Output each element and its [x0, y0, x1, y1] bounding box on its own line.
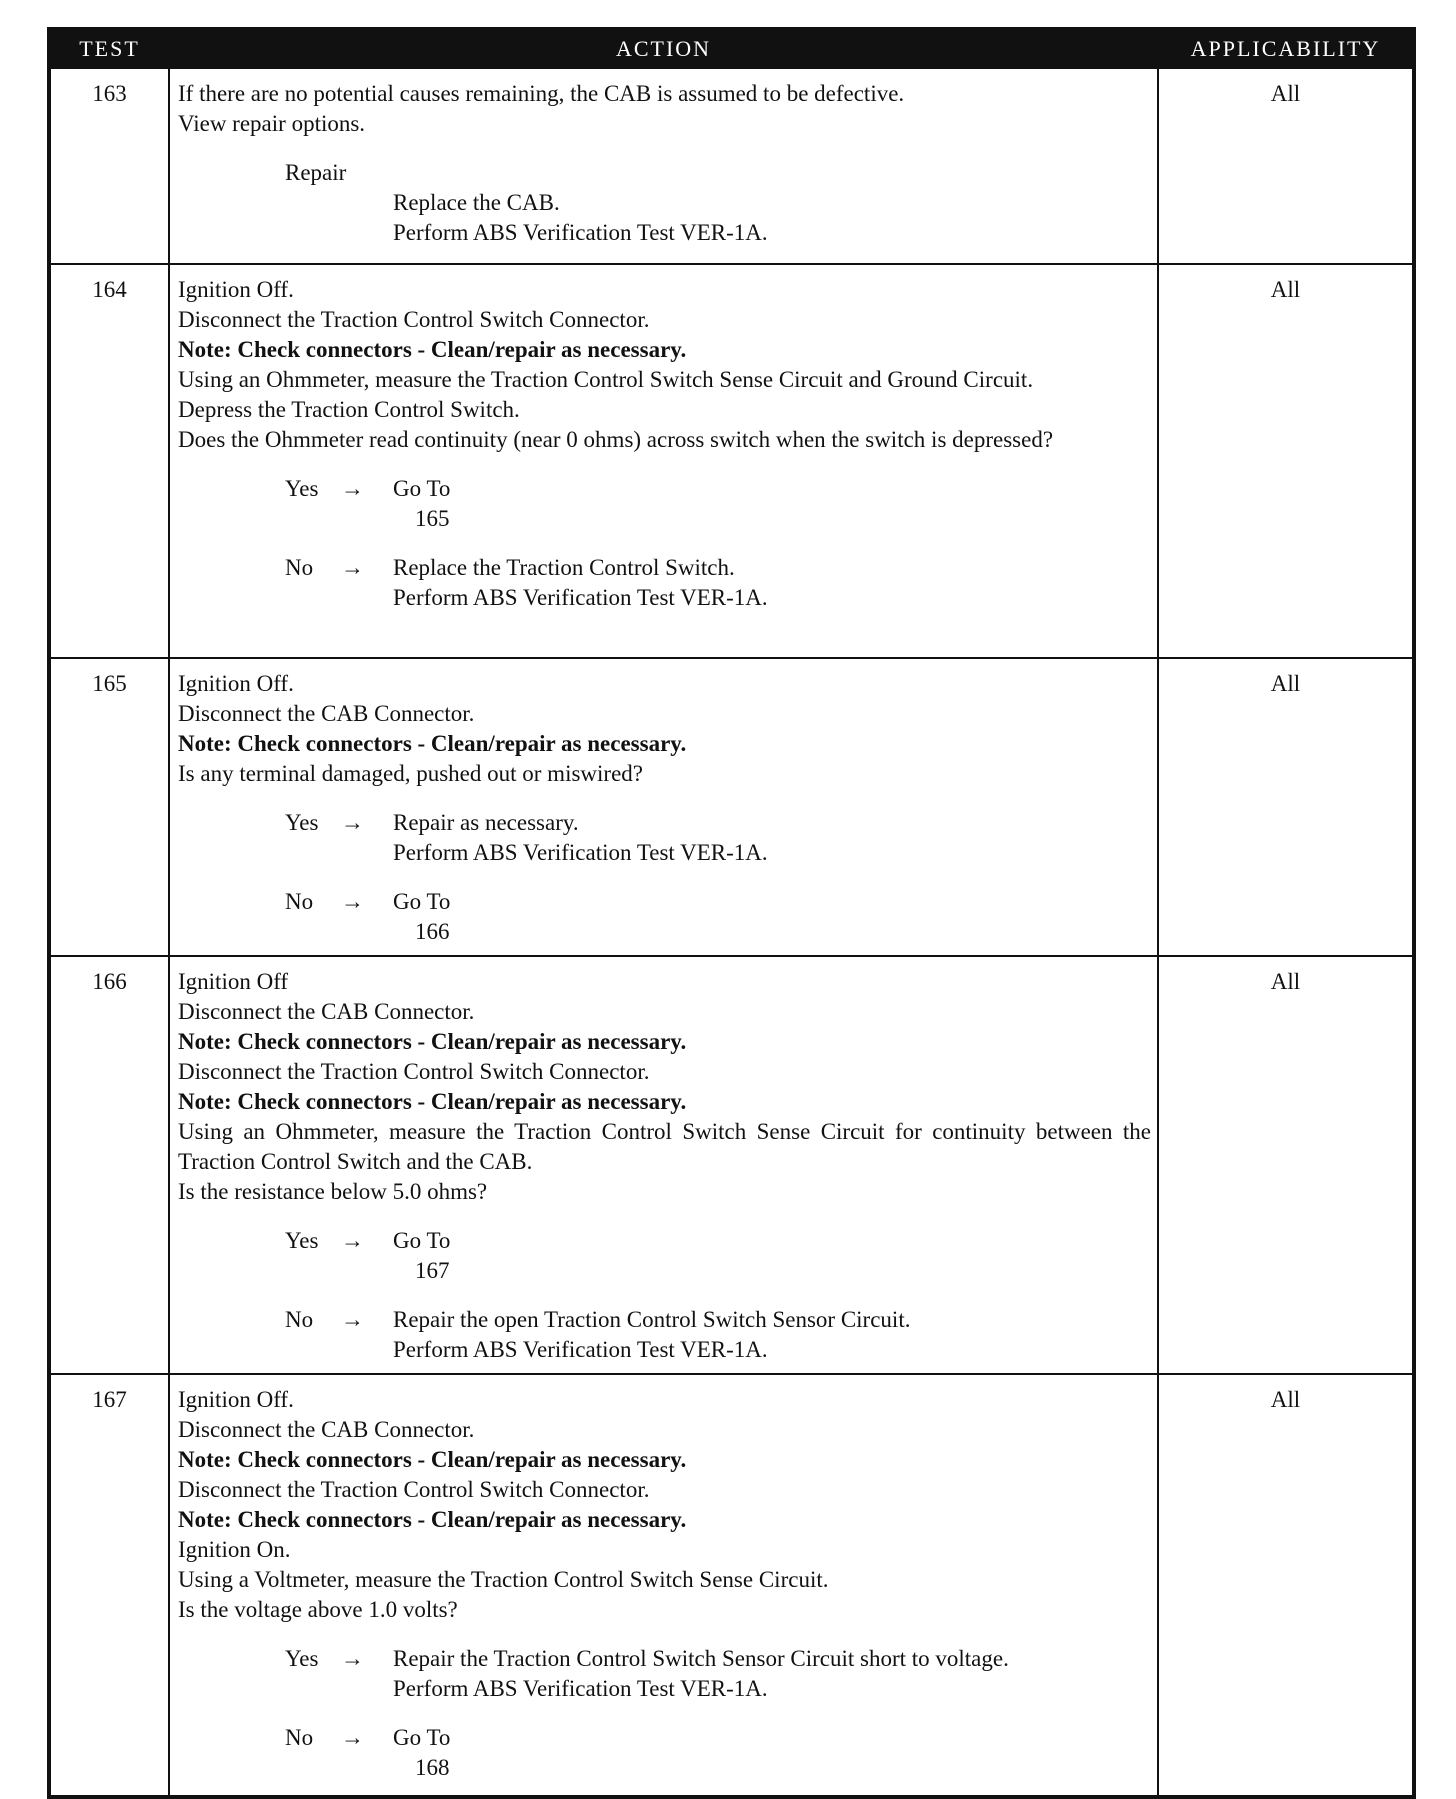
action-note: Note: Check connectors - Clean/repair as necessary. [178, 1447, 687, 1472]
applicability-value: All [1158, 68, 1414, 264]
goto-target: 168 [415, 1755, 450, 1780]
header-action: ACTION [169, 29, 1158, 68]
goto-label: Go To [393, 1228, 451, 1253]
no-label: No [285, 889, 314, 914]
response-step: Repair the open Traction Control Switch Sensor Circuit. [393, 1307, 911, 1332]
action-line: Disconnect the CAB Connector. [178, 1417, 475, 1442]
action-line: Ignition Off. [178, 277, 294, 302]
right-arrow-icon: → [341, 1228, 364, 1253]
yes-response [178, 808, 1151, 868]
repair-label: Repair [285, 160, 347, 185]
goto-label: Go To [393, 476, 451, 501]
yes-label: Yes [285, 476, 319, 501]
action-question: Is any terminal damaged, pushed out or miswired? [178, 761, 643, 786]
action-cell [169, 956, 1158, 1374]
action-note: Note: Check connectors - Clean/repair as necessary. [178, 1507, 687, 1532]
goto-target: 165 [415, 506, 450, 531]
goto-label: Go To [393, 889, 451, 914]
yes-label: Yes [285, 810, 319, 835]
repair-step: Replace the CAB. [393, 190, 560, 215]
action-line: Disconnect the Traction Control Switch Connector. [178, 1059, 650, 1084]
no-label: No [285, 1725, 314, 1750]
action-cell [169, 264, 1158, 658]
diagnostic-table [47, 27, 1416, 1799]
right-arrow-icon: → [341, 1646, 364, 1671]
table-header-row [49, 29, 1414, 68]
action-cell [169, 658, 1158, 956]
action-question: Is the voltage above 1.0 volts? [178, 1597, 458, 1622]
test-row-166 [49, 956, 1414, 1374]
no-response [178, 1305, 1151, 1365]
test-number: 167 [49, 1374, 169, 1797]
test-number: 165 [49, 658, 169, 956]
yes-response [178, 1226, 1151, 1286]
right-arrow-icon: → [341, 555, 364, 580]
response-step: Repair the Traction Control Switch Sensor Circuit short to voltage. [393, 1646, 1009, 1671]
test-number: 163 [49, 68, 169, 264]
applicability-value: All [1158, 1374, 1414, 1797]
action-line: Disconnect the Traction Control Switch Connector. [178, 1477, 650, 1502]
response-step: Perform ABS Verification Test VER-1A. [393, 1337, 768, 1362]
action-question: Does the Ohmmeter read continuity (near 0 ohms) across switch when the switch is depressed? [178, 427, 1054, 452]
response-step: Perform ABS Verification Test VER-1A. [393, 1676, 768, 1701]
repair-step: Perform ABS Verification Test VER-1A. [393, 220, 768, 245]
action-line: Ignition Off. [178, 671, 294, 696]
yes-label: Yes [285, 1228, 319, 1253]
applicability-value: All [1158, 956, 1414, 1374]
response-step: Repair as necessary. [393, 810, 579, 835]
action-line: If there are no potential causes remaining, the CAB is assumed to be defective. [178, 81, 905, 106]
applicability-value: All [1158, 658, 1414, 956]
right-arrow-icon: → [341, 1725, 364, 1750]
response-step: Perform ABS Verification Test VER-1A. [393, 585, 768, 610]
goto-label: Go To [393, 1725, 451, 1750]
action-line: Ignition On. [178, 1537, 291, 1562]
diagnostic-page [47, 27, 1412, 1799]
goto-target: 166 [415, 919, 450, 944]
action-note: Note: Check connectors - Clean/repair as necessary. [178, 731, 687, 756]
test-row-167 [49, 1374, 1414, 1797]
right-arrow-icon: → [341, 1307, 364, 1332]
right-arrow-icon: → [341, 810, 364, 835]
action-line: Disconnect the CAB Connector. [178, 701, 475, 726]
goto-target: 167 [415, 1258, 450, 1283]
right-arrow-icon: → [341, 889, 364, 914]
action-line: Ignition Off. [178, 1387, 294, 1412]
action-note: Note: Check connectors - Clean/repair as necessary. [178, 1089, 687, 1114]
action-cell [169, 68, 1158, 264]
yes-label: Yes [285, 1646, 319, 1671]
action-line: Disconnect the CAB Connector. [178, 999, 475, 1024]
action-line: Using an Ohmmeter, measure the Traction Control Switch Sense Circuit and Ground Circuit. [178, 367, 1034, 392]
action-note: Note: Check connectors - Clean/repair as necessary. [178, 1029, 687, 1054]
applicability-value: All [1158, 264, 1414, 658]
no-label: No [285, 555, 314, 580]
header-test: TEST [49, 29, 169, 68]
no-response [178, 553, 1151, 613]
test-number: 164 [49, 264, 169, 658]
action-question: Is the resistance below 5.0 ohms? [178, 1179, 488, 1204]
header-applicability: APPLICABILITY [1158, 29, 1414, 68]
test-row-165 [49, 658, 1414, 956]
action-line: Using an Ohmmeter, measure the Traction Control Switch Sense Circuit for continuity between the Traction Control Switch and the CAB. [178, 1119, 1151, 1174]
action-line: Depress the Traction Control Switch. [178, 397, 520, 422]
yes-response [178, 1644, 1151, 1704]
action-line: Ignition Off [178, 969, 289, 994]
action-note: Note: Check connectors - Clean/repair as necessary. [178, 337, 687, 362]
action-line: Disconnect the Traction Control Switch Connector. [178, 307, 650, 332]
test-row-163 [49, 68, 1414, 264]
response-step: Perform ABS Verification Test VER-1A. [393, 840, 768, 865]
no-response [178, 1723, 1151, 1783]
action-cell [169, 1374, 1158, 1797]
test-row-164 [49, 264, 1414, 658]
no-response [178, 887, 1151, 947]
test-number: 166 [49, 956, 169, 1374]
action-line: View repair options. [178, 111, 366, 136]
right-arrow-icon: → [341, 476, 364, 501]
yes-response [178, 474, 1151, 534]
no-label: No [285, 1307, 314, 1332]
action-line: Using a Voltmeter, measure the Traction Control Switch Sense Circuit. [178, 1567, 829, 1592]
response-step: Replace the Traction Control Switch. [393, 555, 735, 580]
